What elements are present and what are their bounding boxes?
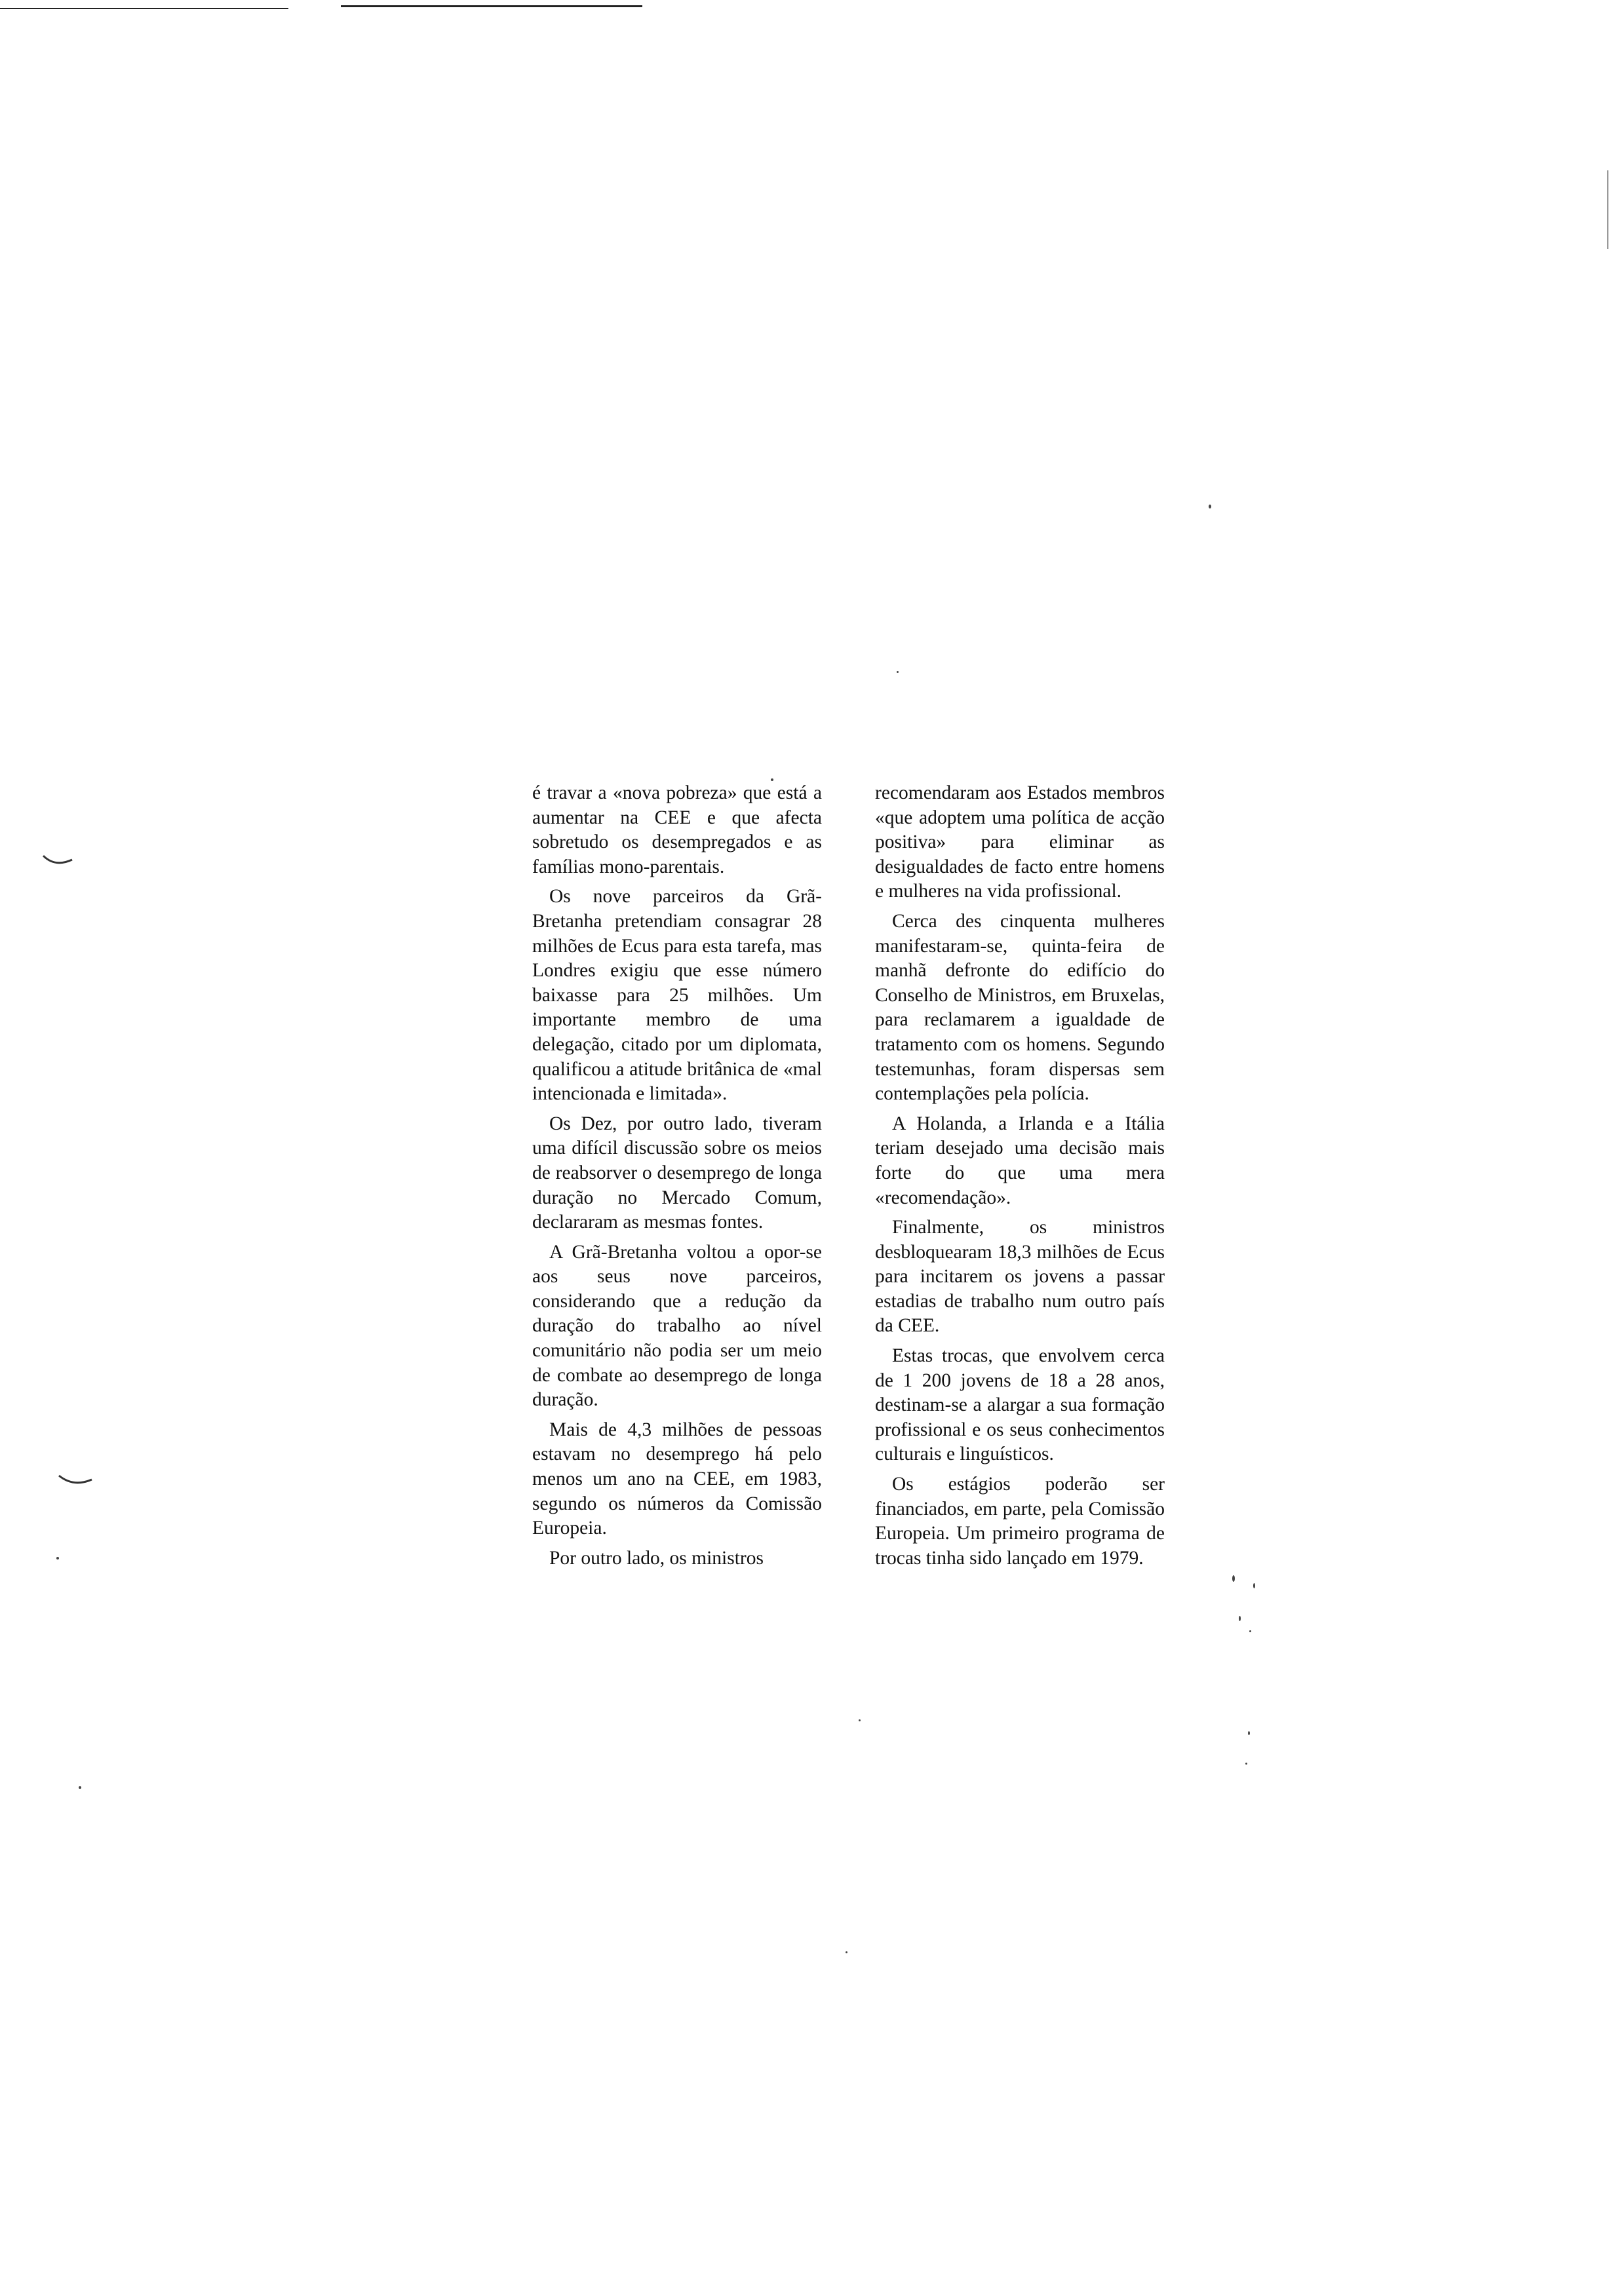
article-paragraph: Finalmente, os ministros desbloquearam 18,3 milhões de Ecus para incitarem os jovens a passar estadias de trabalho num outro país da CEE. <box>875 1217 1165 1337</box>
article-paragraph: Os estágios poderão ser financiados, em parte, pela Comissão Europeia. Um primeiro programa de trocas tinha sido lançado em 1979. <box>875 1474 1165 1569</box>
scan-edge-line-right <box>341 5 642 7</box>
scan-speck <box>1248 1731 1250 1735</box>
scan-speck <box>1253 1583 1255 1588</box>
article-paragraph: Cerca des cinquenta mulheres manifestaram-se, quinta-feira de manhã defronte do edifício do Conselho de Ministros, em Bruxelas, para reclamarem a igualdade de tratamento com os homens. Segundo testemunhas, foram dispersas sem contemplações pela polícia. <box>875 910 1165 1105</box>
scan-speck <box>1239 1616 1241 1621</box>
article-paragraph: recomendaram aos Estados membros «que adoptem uma política de acção positiva» para eliminar as desigualdades de facto entre homens e mulheres na vida profissional. <box>875 782 1165 902</box>
scan-mark-curve-upper <box>42 853 75 869</box>
scan-speck <box>1245 1763 1247 1765</box>
scan-speck <box>1249 1630 1251 1632</box>
scan-edge-line-vertical <box>1607 170 1608 249</box>
scan-speck <box>859 1719 861 1721</box>
scan-speck <box>1209 505 1211 508</box>
scan-speck <box>79 1786 81 1789</box>
article-paragraph: A Holanda, a Irlanda e a Itália teriam desejado uma decisão mais forte do que uma mera «recomendação». <box>875 1113 1165 1208</box>
scan-mark-curve-lower <box>58 1472 94 1487</box>
article-paragraph: A Grã-Bretanha voltou a opor-se aos seus nove parceiros, considerando que a redução da duração do trabalho ao nível comunitário não podia ser um meio de combate ao desemprego de longa duração. <box>532 1241 822 1411</box>
scan-speck <box>846 1951 847 1953</box>
scan-speck <box>56 1557 59 1559</box>
article-column-left <box>532 781 822 1576</box>
article-paragraph: Os nove parceiros da Grã-Bretanha pretendiam consagrar 28 milhões de Ecus para esta tarefa, mas Londres exigiu que esse número baixasse para 25 milhões. Um importante membro de uma delegação, citado por um diplomata, qualificou a atitude britânica de «mal intencionada e limitada». <box>532 886 822 1105</box>
scan-speck <box>1232 1575 1235 1582</box>
article-column-right <box>875 781 1165 1576</box>
scan-edge-line-left <box>0 8 288 9</box>
article-paragraph: Estas trocas, que envolvem cerca de 1 200 jovens de 18 a 28 anos, destinam-se a alargar a sua formação profissional e os seus conhecimentos culturais e linguísticos. <box>875 1345 1165 1465</box>
scan-speck <box>897 671 899 673</box>
article-paragraph: Os Dez, por outro lado, tiveram uma difícil discussão sobre os meios de reabsorver o desemprego de longa duração no Mercado Comum, declararam as mesmas fontes. <box>532 1113 822 1233</box>
article-paragraph: Mais de 4,3 milhões de pessoas estavam no desemprego há pelo menos um ano na CEE, em 1983, segundo os números da Comissão Europeia. <box>532 1419 822 1539</box>
article-paragraph: Por outro lado, os ministros <box>549 1547 764 1569</box>
article-paragraph: é travar a «nova pobreza» que está a aumentar na CEE e que afecta sobretudo os desempregados e as famílias mono-parentais. <box>532 782 822 877</box>
